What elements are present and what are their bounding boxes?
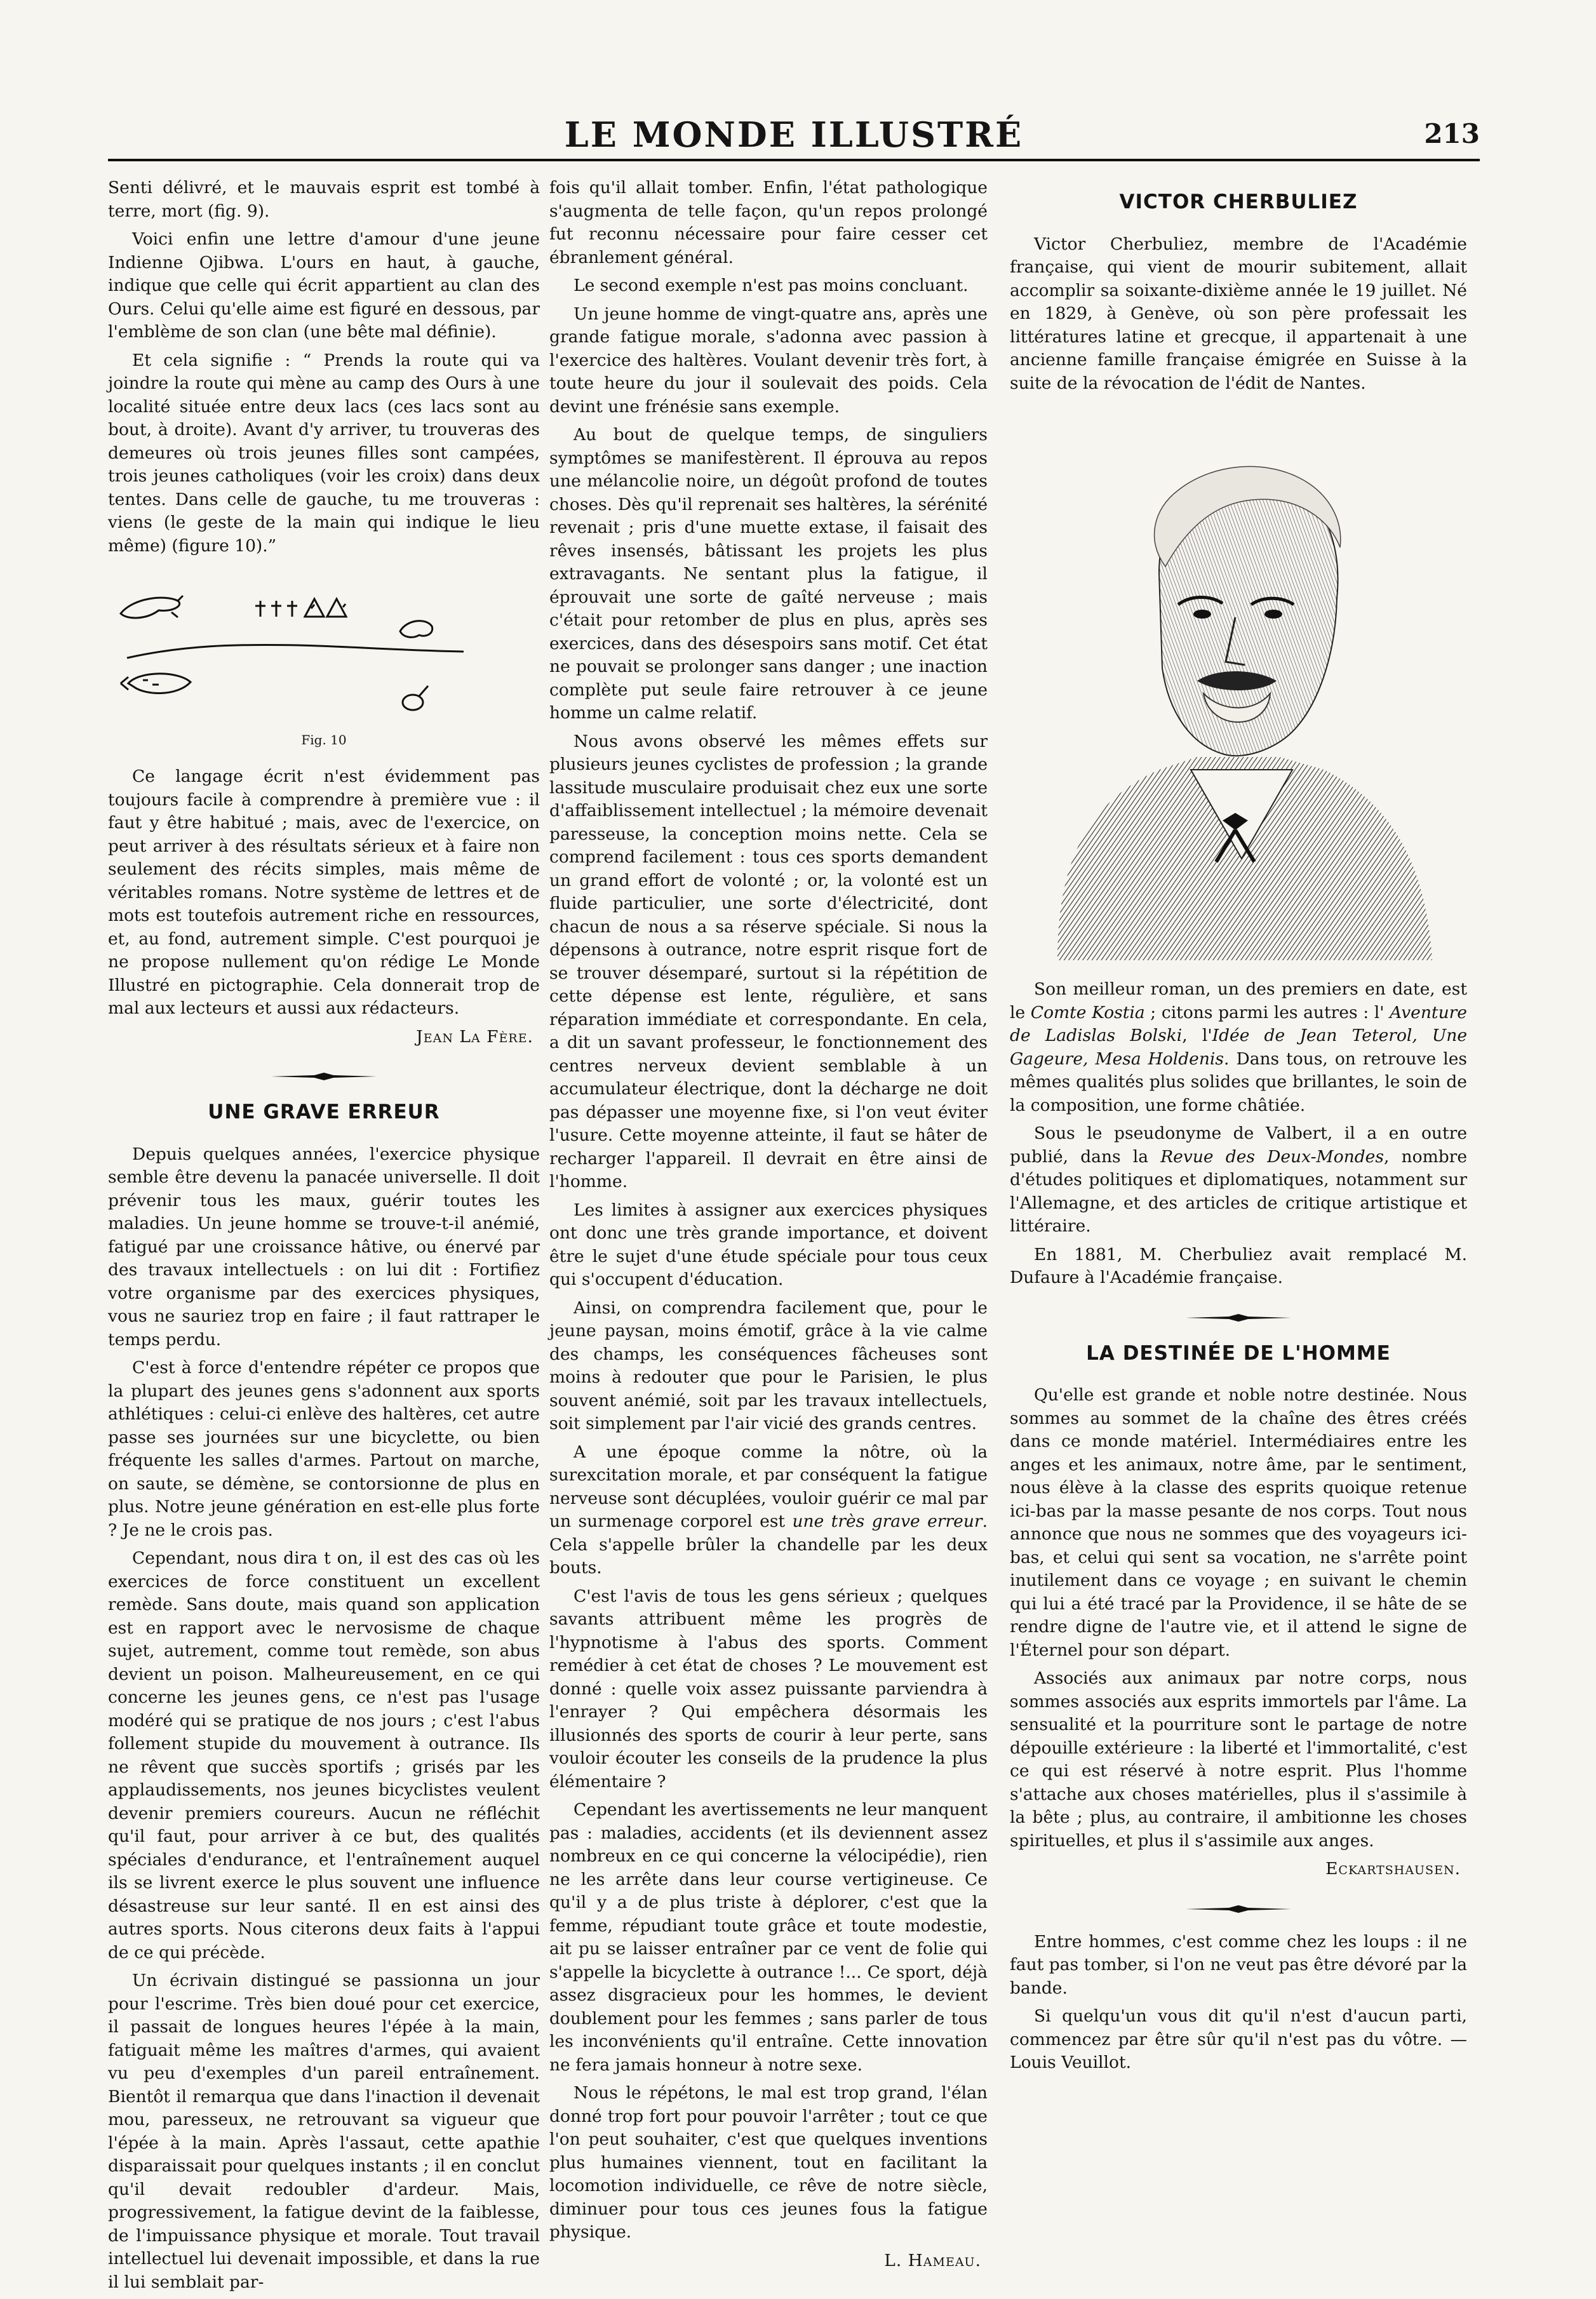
paragraph: Le second exemple n'est pas moins concluant. bbox=[573, 276, 969, 295]
paragraph: Entre hommes, c'est comme chez les loups : il ne faut pas tomber, si l'on ne veut pas être dévoré par la bande. bbox=[1010, 1931, 1467, 1998]
section-heading: UNE GRAVE ERREUR bbox=[208, 1101, 440, 1123]
paragraph: Voici enfin une lettre d'amour d'une jeune Indienne Ojibwa. L'ours en haut, à gauche, indique que celle qui écrit appartient au clan des Ours. Celui qu'elle aime est figuré en dessous, par l'emblème de son clan (une bête mal définie). bbox=[108, 229, 540, 342]
paragraph: Nous le répétons, le mal est trop grand, l'élan donné trop fort pour pouvoir l'arrêter ; tout ce que l'on peut souhaiter, c'est que quelques inventions plus humaines viennent, tout en facilitant la locomotion individuelle, ce rêve de notre siècle, diminuer pour tous ces jeunes fous la fatigue physique. bbox=[549, 2083, 988, 2242]
ornament-divider bbox=[270, 1071, 378, 1082]
signature: Eckartshausen. bbox=[1325, 1859, 1461, 1879]
figure-caption: Fig. 10 bbox=[301, 732, 347, 747]
page-number: 213 bbox=[1424, 118, 1480, 149]
paragraph: C'est l'avis de tous les gens sérieux ; quelques savants attribuent même les progrès de l'hypnotisme à l'abus des sports. Comment remédier à cet état de choses ? Le mouvement est donné : quelle voix assez puissante parviendra à l'enrayer ? Qui empêchera désormais les illusionnés des sports de courir à leur perte, sans vouloir écouter les conseils de la prudence la plus élémentaire ? bbox=[549, 1586, 988, 1792]
ornament-divider bbox=[1184, 1313, 1292, 1323]
section-heading: LA DESTINÉE DE L'HOMME bbox=[1086, 1341, 1391, 1365]
paragraph: Un écrivain distingué se passionna un jour pour l'escrime. Très bien doué pour cet exercice, il passait de longues heures l'épée à la main, fatiguait même les maîtres d'armes, qui avaient vu peu d'exemples d'un pareil entraînement. Bientôt il remarqua que dans l'inaction il devenait mou, paresseux, ne retrouvant sa vigueur que l'épée à la main. Après l'assaut, cette apathie disparaissait pour quelques instants ; il en conclut qu'il devait redoubler d'ardeur. Mais, progressivement, la fatigue devint de la faiblesse, de l'impuissance physique et morale. Tout travail intellectuel lui devenait impossible, et dans la rue il lui semblait par- bbox=[108, 1971, 540, 2292]
column-right bbox=[1010, 177, 1467, 2080]
paragraph: Cependant les avertissements ne leur manquent pas : maladies, accidents (et ils deviennent assez nombreux en ce qui concerne la vélocipédie), rien ne les arrête dans leur course vertigineuse. Ce qu'il y a de plus triste à déplorer, c'est que la femme, répudiant toute grâce et toute modestie, ait pu se laisser entraîner par ce vent de folie qui s'appelle la bicyclette à outrance !... Ce sport, déjà assez disgracieux pour les hommes, le devient doublement pour les femmes ; sans parler de tous les inconvénients qu'il entraîne. Cette innovation ne fera jamais honneur à notre sexe. bbox=[549, 1800, 988, 2075]
paragraph: Un jeune homme de vingt-quatre ans, après une grande fatigue morale, s'adonna avec passion à l'exercice des haltères. Voulant devenir très fort, à toute heure du jour il soulevait des poids. Cela devint une frénésie sans exemple. bbox=[549, 304, 988, 417]
paragraph: Associés aux animaux par notre corps, nous sommes associés aux esprits immortels par l'âme. La sensualité et la pourriture sont le partage de notre dépouille extérieure : la liberté et l'immortalité, c'est ce qui est réservé à notre esprit. Plus l'homme s'attache aux choses matérielles, plus il s'assimile à la bête ; plus, au contraire, il ambitionne les choses spirituelles, et plus il s'assimile aux anges. bbox=[1010, 1668, 1467, 1851]
paragraph: Senti délivré, et le mauvais esprit est tombé à terre, mort (fig. 9). bbox=[108, 178, 540, 221]
column-middle bbox=[549, 177, 988, 2279]
paragraph: Qu'elle est grande et noble notre destinée. Nous sommes au sommet de la chaîne des êtres créés dans ce monde matériel. Intermédiaires entre les anges et les animaux, notre âme, par le sentiment, nous élève à la classe des esprits quoique retenue ici-bas par la masse pesante de nos corps. Tout nous annonce que nous ne sommes que des voyageurs ici-bas, et celui qui sent sa vocation, ne s'arrête point inutilement dans ce voyage ; en suivant le chemin qui lui a été tracé par la Providence, il se hâte de se rendre digne de l'autre vie, et il attend le signe de l'Éternel pour son départ. bbox=[1010, 1385, 1467, 1660]
ornament-divider bbox=[1184, 1904, 1292, 1914]
paragraph: Au bout de quelque temps, de singuliers symptômes se manifestèrent. Il éprouva au repos une mélancolie noire, un dégoût profond de toutes choses. Dès qu'il reprenait ses haltères, la sérénité revenait ; pris d'une muette extase, il faisait des rêves insensés, bâtissant les projets les plus extravagants. Ne sentant plus la fatigue, il éprouvait une sorte de gaîté nerveuse ; mais c'était pour retomber de plus en plus, après ses exercices, dans des désespoirs sans motif. Cet état ne pouvait se prolonger sans danger ; une inaction complète put seule faire retrouver à ce jeune homme un calme relatif. bbox=[549, 425, 988, 723]
newspaper-title: LE MONDE ILLUSTRÉ bbox=[564, 114, 1024, 155]
paragraph: C'est à force d'entendre répéter ce propos que la plupart des jeunes gens s'adonnent aux sports athlétiques : celui-ci enlève des haltères, cet autre passe ses journées sur une bicyclette, ou bien fréquente les salles d'armes. Partout on marche, on saute, se démène, se contorsionne de plus en plus. Notre jeune génération en est-elle plus forte ? Je ne le crois pas. bbox=[108, 1358, 540, 1540]
portrait-engraving bbox=[1032, 414, 1445, 960]
header-rule bbox=[108, 159, 1480, 161]
paragraph: Ce langage écrit n'est évidemment pas toujours facile à comprendre à première vue : il faut y être habitué ; mais, avec de l'exercice, on peut arriver à des résultats sérieux et à faire non seulement des récits simples, mais même de véritables romans. Notre système de lettres et de mots est toutefois autrement riche en ressources, et, au fond, autrement simple. C'est pourquoi je ne propose nullement qu'on rédige Le Monde Illustré en pictographie. Cela donnerait trop de mal aux lecteurs et aussi aux rédacteurs. bbox=[108, 767, 540, 1018]
paragraph: Ainsi, on comprendra facilement que, pour le jeune paysan, moins émotif, grâce à la vie calme des champs, les conséquences fâcheuses sont moins à redouter que pour le Parisien, le plus souvent anémié, soit par les travaux intellectuels, soit simplement par l'air vicié des grands centres. bbox=[549, 1297, 988, 1433]
section-heading: VICTOR CHERBULIEZ bbox=[1119, 191, 1358, 213]
paragraph: fois qu'il allait tomber. Enfin, l'état pathologique s'augmenta de telle façon, qu'un repos prolongé fut reconnu nécessaire pour faire cesser cet ébranlement général. bbox=[549, 178, 988, 267]
paragraph: A une époque comme la nôtre, où la surexcitation morale, et par conséquent la fatigue nerveuse sont décuplées, vouloir guérir ce mal par un surmenage corporel est une très grave erreur. Cela s'appelle brûler la chandelle par les deux bouts. bbox=[549, 1442, 988, 1578]
masthead bbox=[108, 114, 1480, 159]
paragraph: Nous avons observé les mêmes effets sur plusieurs jeunes cyclistes de profession ; la grande lassitude musculaire produisait chez eux une sorte d'affaiblissement intellectuel ; la mémoire devenait paresseuse, la conception moins nette. Cela se comprend facilement : tous ces sports demandent un grand effort de volonté ; or, la volonté est un fluide particulier, une sorte d'électricité, dont chacun de nous a sa réserve spéciale. Si nous la dépensons à outrance, notre esprit risque fort de se trouver désemparé, surtout si la répétition de cette dépense est lente, régulière, et sans réparation immédiate et correspondante. En cela, a dit un savant professeur, le fonctionnement des centres nerveux devient semblable à un accumulateur électrique, dont la décharge ne doit pas dépasser une moyenne fixe, si l'on veut éviter l'usure. Cette moyenne atteinte, il faut se hâter de recharger l'appareil. Il devrait en être ainsi de l'homme. bbox=[549, 731, 988, 1191]
pictograph-figure bbox=[108, 575, 489, 721]
signature: Jean La Fère. bbox=[416, 1026, 533, 1047]
paragraph: Son meilleur roman, un des premiers en date, est le Comte Kostia ; citons parmi les autres : l' Aventure de Ladislas Bolski, l'Idée de Jean Teterol, Une Gageure, Mesa Holdenis. Dans tous, on retrouve les mêmes qualités plus solides que brillantes, le soin de la composition, une forme châtiée. bbox=[1010, 979, 1468, 1115]
signature: L. Hameau. bbox=[884, 2250, 981, 2270]
column-left bbox=[108, 177, 540, 2299]
paragraph: Depuis quelques années, l'exercice physique semble être devenu la panacée universelle. Il doit prévenir tous les maux, guérir toutes les maladies. Un jeune homme se trouve-t-il anémié, fatigué par une croissance hâtive, ou énervé par des travaux intellectuels : on lui dit : Fortifiez votre organisme par des exercices physiques, vous ne sauriez trop en faire ; il faut rattraper le temps perdu. bbox=[108, 1144, 540, 1350]
paragraph: Victor Cherbuliez, membre de l'Académie française, qui vient de mourir subitement, allait accomplir sa soixante-dixième année le 19 juillet. Né en 1829, à Genève, où son père professait les littératures latine et grecque, il appartenait à une ancienne famille française émigrée en Suisse à la suite de la révocation de l'édit de Nantes. bbox=[1010, 234, 1467, 393]
paragraph: Si quelqu'un vous dit qu'il n'est d'aucun parti, commencez par être sûr qu'il n'est pas du vôtre. — Louis Veuillot. bbox=[1010, 2006, 1467, 2072]
paragraph: Et cela signifie : “ Prends la route qui va joindre la route qui mène au camp des Ours à une localité située entre deux lacs (ces lacs sont au bout, à droite). Avant d'y arriver, tu trouveras des demeures où trois jeunes filles sont campées, trois jeunes catholiques (voir les croix) dans deux tentes. Dans celle de gauche, tu me trouveras : viens (le geste de la main qui indique le lieu même) (figure 10).” bbox=[108, 350, 540, 556]
paragraph: En 1881, M. Cherbuliez avait remplacé M. Dufaure à l'Académie française. bbox=[1010, 1244, 1467, 1287]
paragraph: Cependant, nous dira t on, il est des cas où les exercices de force constituent un excellent remède. Sans doute, mais quand son application est en rapport avec le nervosisme de chaque sujet, autrement, comme tout remède, son abus devient un poison. Malheureusement, en ce qui concerne les jeunes gens, ce n'est pas l'usage modéré qui se pratique de nos jours ; c'est l'abus follement stupide du mouvement à outrance. Ils ne rêvent que succès sportifs ; grisés par les applaudissements, nos jeunes bicyclistes veulent devenir premiers coureurs. Aucun ne réfléchit qu'il faut, pour arriver à ce but, des qualités spéciales d'endurance, et l'entraînement auquel ils se livrent exerce le plus souvent une influence désastreuse sur leur santé. Il en est ainsi des autres sports. Nous citerons deux faits à l'appui de ce qui précède. bbox=[108, 1548, 540, 1962]
paragraph: Sous le pseudonyme de Valbert, il a en outre publié, dans la Revue des Deux-Mondes, nombre d'études politiques et diplomatiques, notamment sur l'Allemagne, et des articles de critique artistique et littéraire. bbox=[1010, 1123, 1468, 1236]
paragraph: Les limites à assigner aux exercices physiques ont donc une très grande importance, et doivent être le sujet d'une étude spéciale pour tous ceux qui s'occupent d'éducation. bbox=[549, 1200, 988, 1289]
